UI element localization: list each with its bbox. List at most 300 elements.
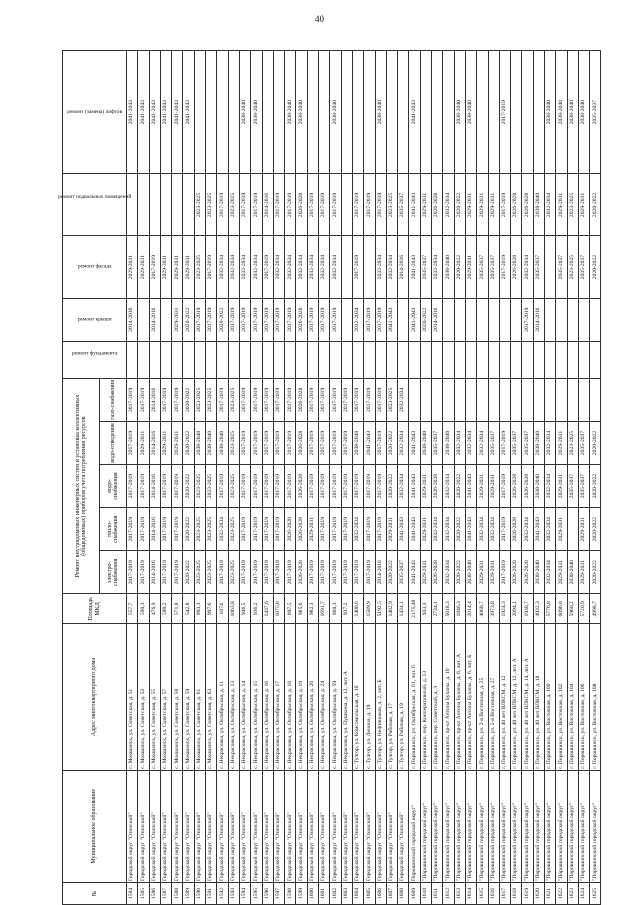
cell-area: 985,6 [296,594,307,624]
cell-lift: 2038-2040 [544,51,555,174]
cell-mun: Городской округ "Озинский" [262,770,273,882]
cell-num: 1609 [409,882,420,904]
cell-num: 1586 [149,882,160,904]
cell-found [443,341,454,378]
cell-heat: 2020-2022 [590,508,601,551]
cell-heat [567,508,578,551]
cell-water: 2035-2037 [522,421,533,464]
cell-mun: Городской округ "Озинский" [194,770,205,882]
cell-lift: 2041-2043 [172,51,183,174]
table-row [443,51,454,905]
cell-mun: "Порошинский городской округ" [443,770,454,882]
cell-water: 2038-2040 [352,421,363,464]
cell-facade: 2032-2034 [522,236,533,298]
cell-area: 476,9 [149,594,160,624]
cell-facade: 2023-2025 [194,236,205,298]
cell-water: 2017-2019 [341,421,352,464]
cell-mun: Городской округ "Озинский" [160,770,171,882]
cell-lift [488,51,499,174]
cell-area: 1437,6 [262,594,273,624]
cell-facade: 2029-2031 [160,236,171,298]
cell-roof: 2020-2022 [183,298,194,341]
cell-mun: Городской округ "Озинский" [239,770,250,882]
cell-roof: 2017-2019 [273,298,284,341]
cell-num: 1597 [273,882,284,904]
cell-water: 2017-2019 [262,421,273,464]
cell-gas: 2017-2019 [239,378,250,421]
cell-lift [522,51,533,174]
table-row [127,51,138,905]
cell-area: 997,6 [206,594,217,624]
cell-addr: г. Порошинск, пер. Советский, д. 3 [432,624,443,770]
cell-heat: 2017-2019 [341,508,352,551]
cell-base [149,174,160,236]
cell-gas [454,378,465,421]
cell-found [127,341,138,378]
cell-water: 2041-2043 [409,421,420,464]
cell-mun: Городской округ "Озинский" [319,770,330,882]
cell-facade: 2014-2016 [398,236,409,298]
cell-addr: с. Мокшанск, ул. Советская, д. 57 [160,624,171,770]
cell-base: 2032-2034 [443,174,454,236]
cell-num: 1618 [511,882,522,904]
cell-base: 2023-2025 [567,174,578,236]
cell-base [183,174,194,236]
cell-found [477,341,488,378]
table-row [273,51,284,905]
cell-gas: 2017-2019 [352,378,363,421]
cell-el: 2017-2019 [172,551,183,594]
cell-lift [228,51,239,174]
cell-el: 2014-2016 [149,551,160,594]
header-area: Площадь МКД [63,594,127,624]
cell-gas: 2017-2019 [160,378,171,421]
cell-gas: 2017-2019 [364,378,375,421]
cell-water: 2032-2034 [454,421,465,464]
table-row [375,51,386,905]
cell-water: 2020-2022 [386,421,397,464]
cell-hw: 2035-2037 [578,465,589,508]
cell-addr: г. Порошинск, ул. 40 лет ВЛКСМ, д. 12, лит. А [511,624,522,770]
cell-el: 2023-2025 [194,551,205,594]
cell-heat: 2029-2031 [556,508,567,551]
cell-gas [522,378,533,421]
cell-hw: 2026-2028 [511,465,522,508]
cell-lift [307,51,318,174]
cell-lift: 2038-2040 [330,51,341,174]
cell-hw: 2023-2025 [206,465,217,508]
cell-facade: 2035-2037 [556,236,567,298]
cell-el: 2029-2031 [477,551,488,594]
table-row [533,51,544,905]
cell-hw: 2017-2019 [307,465,318,508]
cell-base: 2020-2022 [590,174,601,236]
cell-addr: с. Некрасовка, ул. Октябрьская, д. 59 [330,624,341,770]
cell-facade: 2032-2034 [330,236,341,298]
cell-found [567,341,578,378]
cell-found [544,341,555,378]
cell-gas: 2023-2025 [228,378,239,421]
cell-roof: 2017-2019 [364,298,375,341]
cell-found [273,341,284,378]
cell-heat: 2023-2025 [194,508,205,551]
cell-lift [398,51,409,174]
cell-area: 993,3 [194,594,205,624]
cell-num: 1610 [420,882,431,904]
cell-roof: 2014-2016 [533,298,544,341]
cell-water: 2023-2025 [567,421,578,464]
cell-facade: 2035-2037 [420,236,431,298]
cell-el: 2026-2028 [511,551,522,594]
cell-water: 2017-2019 [330,421,341,464]
cell-addr: г. Порошинск, ул. Октябрьская, д. 61, лит. б [409,624,420,770]
cell-gas: 2023-2025 [386,378,397,421]
cell-roof: 2017-2019 [251,298,262,341]
cell-heat: 2026-2028 [285,508,296,551]
cell-roof: 2017-2019 [239,298,250,341]
cell-water: 2038-2040 [420,421,431,464]
table-row [590,51,601,905]
table-row [217,51,228,905]
cell-heat: 2041-2043 [409,508,420,551]
cell-base: 2026-2028 [522,174,533,236]
cell-mun: Городской округ "Озинский" [296,770,307,882]
cell-roof: 2026-2028 [296,298,307,341]
cell-water: 2029-2031 [172,421,183,464]
cell-base: 2017-2019 [273,174,284,236]
cell-base: 2029-2031 [578,174,589,236]
cell-num: 1602 [330,882,341,904]
cell-roof [567,298,578,341]
cell-gas: 2017-2019 [341,378,352,421]
cell-found [454,341,465,378]
cell-water: 2017-2019 [127,421,138,464]
cell-gas [477,378,488,421]
cell-found [578,341,589,378]
cell-facade: 2017-2019 [262,236,273,298]
cell-base: 2017-2019 [499,174,510,236]
cell-mun: Городской округ "Озинский" [183,770,194,882]
cell-el: 2014-2016 [375,551,386,594]
cell-lift: 2038-2040 [556,51,567,174]
header-lift: ремонт (замена) лифтов [63,51,127,174]
cell-roof [578,298,589,341]
cell-water: 2017-2019 [499,421,510,464]
cell-water: 2023-2025 [228,421,239,464]
cell-area: 2734,1 [432,594,443,624]
cell-hw: 2026-2028 [432,465,443,508]
cell-roof: 2017-2019 [206,298,217,341]
cell-mun: Городской округ "Озинский" [149,770,160,882]
cell-area: 6096,8 [556,594,567,624]
cell-facade: 2020-2022 [454,236,465,298]
cell-hw: 2020-2022 [454,465,465,508]
cell-gas [544,378,555,421]
cell-roof [511,298,522,341]
cell-num: 1616 [488,882,499,904]
cell-hw: 2032-2034 [544,465,555,508]
cell-el: 2026-2028 [296,551,307,594]
cell-addr: с. Некрасовка, ул. Пушкина, д. 13, лит. А [341,624,352,770]
cell-hw: 2026-2028 [296,465,307,508]
cell-gas: 2017-2019 [285,378,296,421]
cell-lift [273,51,284,174]
cell-roof [138,298,149,341]
table-row [206,51,217,905]
cell-found [138,341,149,378]
cell-gas: 2017-2019 [262,378,273,421]
cell-hw: 2017-2019 [375,465,386,508]
cell-base: 2038-2040 [533,174,544,236]
cell-lift: 2038-2040 [454,51,465,174]
cell-roof [454,298,465,341]
cell-gas [409,378,420,421]
cell-lift: 2041-2043 [127,51,138,174]
table-row [183,51,194,905]
cell-heat: 2023-2025 [228,508,239,551]
table-row [352,51,363,905]
cell-heat: 2026-2028 [296,508,307,551]
cell-heat: 2032-2034 [522,508,533,551]
cell-base: 2026-2028 [296,174,307,236]
cell-base: 2017-2019 [239,174,250,236]
cell-heat: 2017-2019 [160,508,171,551]
cell-roof [443,298,454,341]
cell-heat: 2017-2019 [273,508,284,551]
cell-lift [352,51,363,174]
cell-addr: г. Порошинск, ул. Восточная, д. 100 [544,624,555,770]
cell-addr: г. Порошинск, ул. 2-я Восточная, д. 25 [477,624,488,770]
cell-mun: Городской округ "Озинский" [341,770,352,882]
cell-facade: 2032-2034 [386,236,397,298]
cell-addr: с. Мокшанск, ул. Советская, д. 55 [149,624,160,770]
cell-facade: 2032-2034 [307,236,318,298]
cell-heat: 2032-2034 [544,508,555,551]
cell-roof [590,298,601,341]
repair-schedule-table [58,50,601,905]
cell-gas: 2017-2019 [127,378,138,421]
cell-roof: 2017-2019 [375,298,386,341]
cell-water: 2017-2019 [375,421,386,464]
cell-addr: с. Некрасовка, ул. Октябрьская, д. 14 [239,624,250,770]
table-row [578,51,589,905]
cell-found [172,341,183,378]
cell-mun: "Порошинский городской округ" [454,770,465,882]
cell-num: 1612 [443,882,454,904]
cell-gas: 2017-2019 [307,378,318,421]
cell-facade: 2041-2043 [409,236,420,298]
cell-hw: 2017-2019 [127,465,138,508]
cell-gas [567,378,578,421]
cell-lift: 2017-2019 [499,51,510,174]
table-row [251,51,262,905]
cell-area: 5720,9 [578,594,589,624]
cell-water: 2038-2040 [194,421,205,464]
cell-found [228,341,239,378]
cell-hw: 2017-2019 [262,465,273,508]
cell-area: 933,3 [420,594,431,624]
page-number: 40 [315,14,324,24]
table-row [432,51,443,905]
cell-roof: 2041-2043 [386,298,397,341]
cell-area: 936,2 [251,594,262,624]
table-row [499,51,510,905]
cell-num: 1601 [319,882,330,904]
header-roof: ремонт крыши [63,298,127,341]
cell-num: 1614 [465,882,476,904]
cell-found [206,341,217,378]
cell-roof: 2020-2022 [217,298,228,341]
cell-mun: Городской округ "Озинский" [330,770,341,882]
cell-lift: 2038-2040 [285,51,296,174]
table-row [160,51,171,905]
cell-water: 2026-2028 [296,421,307,464]
cell-gas [511,378,522,421]
cell-hw: 2020-2022 [386,465,397,508]
cell-heat: 2041-2043 [465,508,476,551]
cell-addr: г. Порошинск, ул. 40 лет ВЛКСМ, д. 14, лит. А [522,624,533,770]
cell-base: 2029-2031 [488,174,499,236]
cell-base: 2017-2019 [352,174,363,236]
cell-found [330,341,341,378]
cell-num: 1624 [578,882,589,904]
cell-hw: 2017-2019 [285,465,296,508]
cell-lift [420,51,431,174]
cell-gas [443,378,454,421]
cell-area: 1930,7 [522,594,533,624]
cell-num: 1608 [398,882,409,904]
cell-num: 1604 [352,882,363,904]
cell-hw: 2032-2034 [443,465,454,508]
cell-el: 2029-2031 [488,551,499,594]
cell-lift [206,51,217,174]
cell-el: 2017-2019 [239,551,250,594]
table-row [511,51,522,905]
cell-heat: 2029-2031 [386,508,397,551]
cell-mun: "Порошинский городской округ" [477,770,488,882]
table-row [194,51,205,905]
cell-roof [341,298,352,341]
cell-gas: 2017-2019 [172,378,183,421]
cell-roof: 2017-2019 [319,298,330,341]
cell-num: 1613 [454,882,465,904]
cell-hw: 2029-2031 [488,465,499,508]
cell-area: 1924,3 [499,594,510,624]
cell-water: 2017-2019 [285,421,296,464]
cell-gas: 2017-2019 [251,378,262,421]
cell-facade: 2032-2034 [251,236,262,298]
cell-mun: Городской округ "Озинский" [251,770,262,882]
cell-gas: 2017-2019 [375,378,386,421]
cell-facade: 2023-2025 [567,236,578,298]
cell-facade: 2032-2034 [273,236,284,298]
cell-lift [217,51,228,174]
cell-gas: 2017-2019 [319,378,330,421]
cell-lift: 2035-2037 [590,51,601,174]
cell-gas: 2017-2019 [217,378,228,421]
cell-facade: 2035-2037 [533,236,544,298]
cell-heat: 2032-2034 [217,508,228,551]
cell-area: 2014,4 [465,594,476,624]
cell-heat: 2032-2034 [443,508,454,551]
cell-mun: Городской округ "Озинский" [386,770,397,882]
cell-water: 2017-2019 [319,421,330,464]
cell-lift: 2041-2043 [160,51,171,174]
cell-area: 590,2 [160,594,171,624]
cell-facade: 2032-2034 [375,236,386,298]
table-row [296,51,307,905]
cell-area: 542,8 [183,594,194,624]
cell-num: 1625 [590,882,601,904]
cell-heat: 2014-2016 [149,508,160,551]
cell-el: 2017-2019 [499,551,510,594]
table-row [307,51,318,905]
header-heat: тепло-снабжения [100,508,127,551]
cell-lift [533,51,544,174]
cell-hw: 2026-2028 [522,465,533,508]
cell-gas [499,378,510,421]
cell-num: 1587 [160,882,171,904]
cell-el: 2017-2019 [285,551,296,594]
cell-mun: "Порошинский городской округ" [533,770,544,882]
cell-lift [477,51,488,174]
cell-lift [511,51,522,174]
cell-facade: 2026-2028 [511,236,522,298]
cell-gas: 2032-2034 [398,378,409,421]
cell-found [296,341,307,378]
cell-heat: 2017-2019 [375,508,386,551]
cell-area: 1075,8 [273,594,284,624]
header-municipality: Муниципальное образование [63,770,127,882]
cell-mun: Городской округ "Озинский" [172,770,183,882]
cell-num: 1619 [522,882,533,904]
cell-gas [488,378,499,421]
table-row [398,51,409,905]
cell-base: 2017-2019 [307,174,318,236]
table-row [262,51,273,905]
cell-addr: с. Мокшанск, ул. Советская, д. 53 [138,624,149,770]
cell-roof [556,298,567,341]
cell-hw: 2017-2019 [217,465,228,508]
cell-hw: 2017-2019 [138,465,149,508]
cell-mun: Городской округ "Озинский" [364,770,375,882]
cell-found [160,341,171,378]
cell-roof [477,298,488,341]
cell-facade: 2029-2031 [465,236,476,298]
cell-roof [398,298,409,341]
cell-num: 1617 [499,882,510,904]
cell-facade: 2035-2037 [477,236,488,298]
cell-el: 2026-2028 [432,551,443,594]
cell-base: 2029-2031 [420,174,431,236]
cell-el: 2029-2031 [556,551,567,594]
cell-addr: с. Мокшанск, ул. Советская, д. 58 [172,624,183,770]
cell-addr: с. Некрасовка, ул. Октябрьская, д. 17 [273,624,284,770]
cell-gas: 2017-2019 [273,378,284,421]
cell-water: 2029-2031 [160,421,171,464]
cell-num: 1585 [138,882,149,904]
cell-addr: г. Порошинск, ул. Восточная, д. 102 [556,624,567,770]
table-row [386,51,397,905]
cell-base: 2017-2019 [285,174,296,236]
cell-mun: Городской округ "Озинский" [228,770,239,882]
cell-roof [544,298,555,341]
cell-el: 2020-2022 [386,551,397,594]
cell-water: 2029-2031 [556,421,567,464]
cell-lift: 2038-2040 [375,51,386,174]
cell-base: 2014-2016 [262,174,273,236]
cell-addr: г. Порошинск, пр-кт Антона Буханы, д. 6, лит. А [454,624,465,770]
